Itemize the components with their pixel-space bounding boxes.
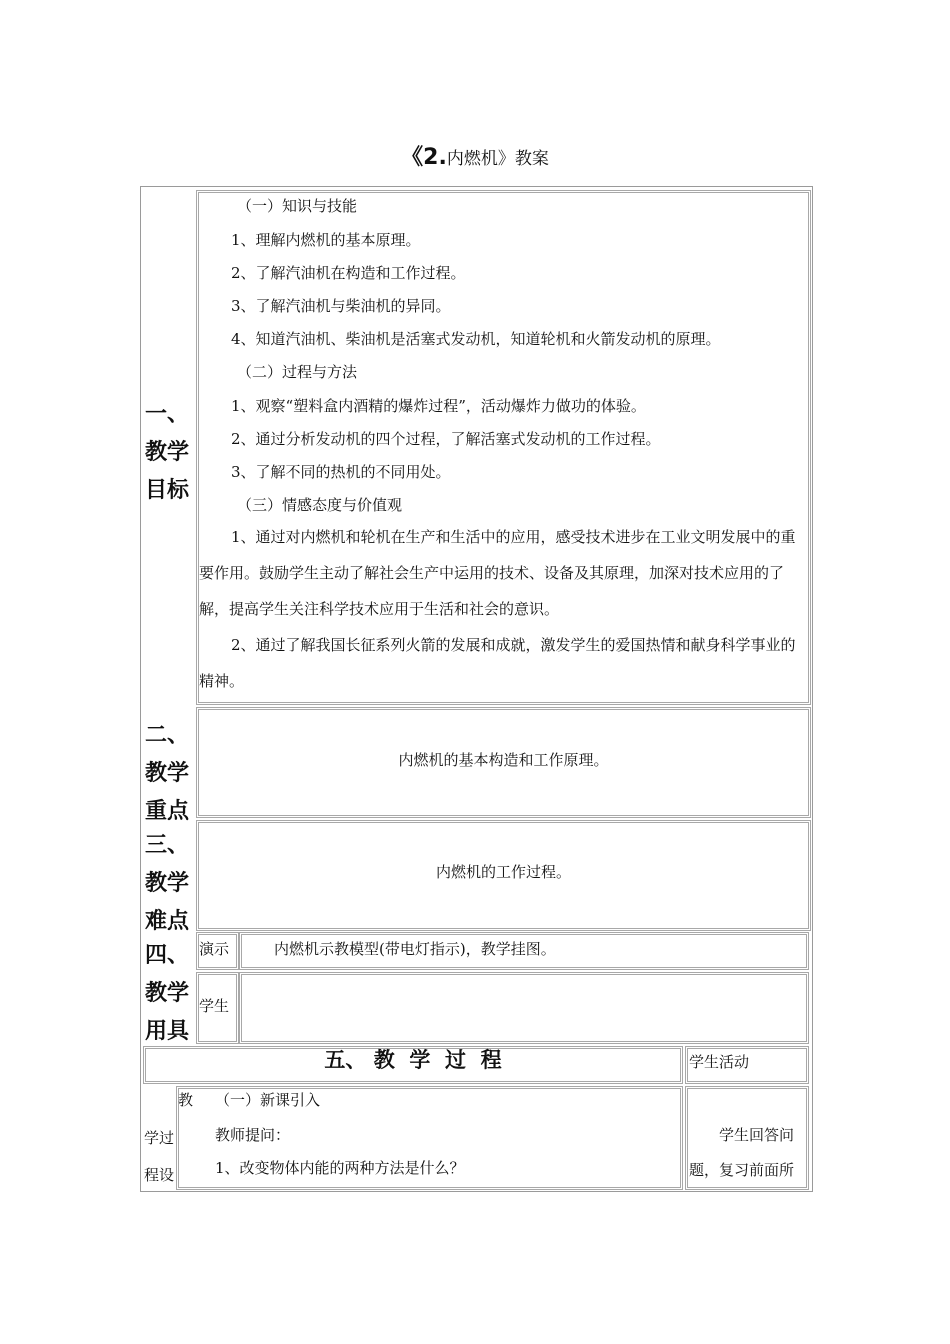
objective-line: 2、通过分析发动机的四个过程，了解活塞式发动机的工作过程。 — [231, 430, 661, 448]
objective-line: 3、了解不同的热机的不同用处。 — [231, 463, 451, 481]
heading-line: 一、 — [145, 402, 190, 427]
process-line: （一）新课引入 — [215, 1091, 321, 1109]
section3-heading — [145, 827, 189, 941]
objective-line: 1、观察“塑料盒内酒精的爆炸过程”，活动爆炸力做功的体验。 — [231, 397, 646, 415]
heading-line: 重点 — [145, 799, 190, 824]
objective-line: （三）情感态度与价值观 — [237, 496, 403, 514]
heading-line: 教学 — [145, 871, 190, 896]
process-line: 1、改变物体内能的两种方法是什么？ — [215, 1159, 465, 1177]
heading-line: 教学 — [145, 981, 190, 1006]
objective-line: 3、了解汽油机与柴油机的异同。 — [231, 297, 451, 315]
title-rest: 内燃机》教案 — [446, 149, 549, 169]
heading-line: 教学 — [145, 440, 190, 465]
heading-line: 难点 — [145, 909, 190, 934]
section1-heading — [145, 396, 189, 510]
tools-value: 内燃机示教模型(带电灯指示)，教学挂图。 — [274, 940, 556, 958]
teacher-char: 教 — [178, 1091, 194, 1109]
section2-heading — [145, 717, 189, 831]
objective-line: 1、理解内燃机的基本原理。 — [231, 231, 421, 249]
objective-line: （一）知识与技能 — [237, 197, 358, 215]
process-line: 教师提问： — [215, 1126, 291, 1144]
heading-line: 三、 — [145, 833, 190, 858]
section4-heading — [145, 937, 189, 1051]
activity-line: 题，复习前面所 — [689, 1161, 795, 1179]
activity-line: 学生回答问 — [719, 1126, 795, 1144]
heading-line: 教学 — [145, 761, 190, 786]
activity-header: 学生活动 — [689, 1053, 750, 1071]
side-label: 程设 — [144, 1166, 175, 1184]
process-heading: 五、 教 学 过 程 — [324, 1048, 502, 1072]
objective-line: 4、知道汽油机、柴油机是活塞式发动机，知道轮机和火箭发动机的原理。 — [231, 330, 721, 348]
objective-paragraph: 2、通过了解我国长征系列火箭的发展和成就，激发学生的爱国热情和献身科学事业的精神。 — [199, 636, 796, 690]
tools-value-cell — [239, 972, 809, 1044]
title-prefix: 《2. — [401, 145, 447, 170]
objective-paragraph: 1、通过对内燃机和轮机在生产和生活中的应用，感受技术进步在工业文明发展中的重要作用。鼓励学生主动了解社会生产中运用的技术、设备及其原理，加深对技术应用的了解，提高学生关注科学技术应用于生活和社会的意识。 — [199, 528, 796, 618]
side-label: 学过 — [144, 1129, 175, 1147]
tools-label: 学生 — [199, 997, 230, 1015]
objective-line: （二）过程与方法 — [237, 363, 358, 381]
heading-line: 四、 — [145, 943, 190, 968]
heading-line: 用具 — [145, 1019, 190, 1044]
tools-label: 演示 — [199, 940, 230, 958]
difficulty-text: 内燃机的工作过程。 — [435, 863, 571, 881]
page-title — [0, 140, 950, 171]
objective-line: 2、了解汽油机在构造和工作过程。 — [231, 264, 466, 282]
heading-line: 目标 — [145, 478, 190, 503]
key-point-text: 内燃机的基本构造和工作原理。 — [398, 751, 609, 769]
heading-line: 二、 — [145, 723, 190, 748]
